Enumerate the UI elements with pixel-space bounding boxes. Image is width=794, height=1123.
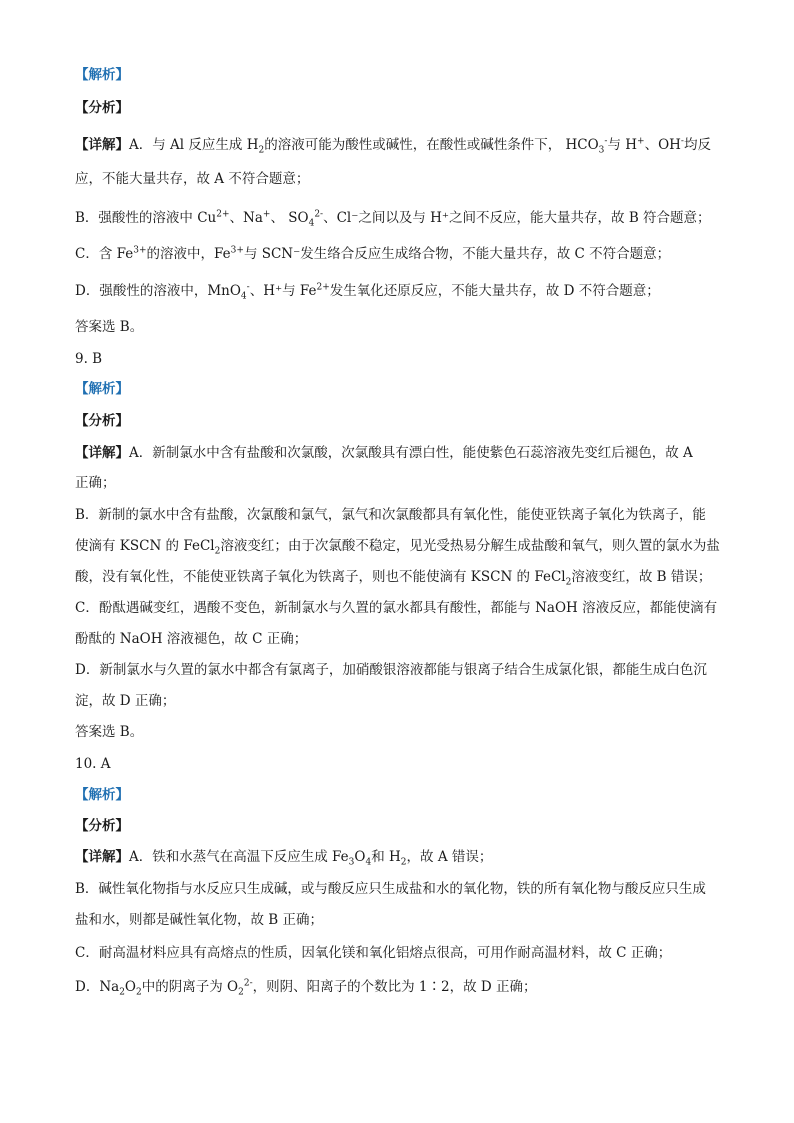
q9-answer: 答案选 B。 [75,724,144,740]
q10-detail-c: C．耐高温材料应具有高熔点的性质，因氧化镁和氧化铝熔点很高，可用作耐高温材料，故 C 正确； [75,945,672,961]
q8-detail-d: D．强酸性的溶液中，MnO$_4$-、H⁺与 $Fe^{2+}$发生氧化还原反应，不能大量共存，故 D 不符合题意； [75,282,660,302]
q10-detail-d: D．$Na_2O_2$中的阴离子为 $O_2^{2-}$，则阴、阳离子的个数比为 1∶2，故 D 正确； [75,978,537,998]
q10-jiexi-heading: 【解析】 [75,787,129,803]
q9-detail-tag: 【详解】 [75,445,129,461]
q10-peroxide-ion-formula: $O_2^{2-}$ [227,978,253,998]
q8-detail-b: B．强酸性的溶液中 $Cu^{2+}$、Na+、 $SO_4^{2-}$、Cl⁻之间以及与 H⁺之间不反应，能大量共存，故 B 符合题意； [75,209,711,229]
q10-detail-b-line2: 盐和水，则都是碱性氧化物，故 B 正确； [75,912,324,928]
q10-number: 10. A [75,756,111,772]
q9-detail-b-line2: 使滴有 KSCN 的 FeCl$_2$溶液变红；由于次氯酸不稳定，见光受热易分解生成盐酸和氧气，则久置的氯水为盐 [75,538,720,557]
q9-jiexi-heading: 【解析】 [75,381,129,397]
q9-detail-b-line3: 酸，没有氧化性，不能使亚铁离子氧化为铁离子，则也不能使滴有 KSCN 的 FeCl$_2$溶液变红，故 B 错误； [75,569,712,588]
q8-detail-c: C．含 $Fe^{3+}$的溶液中，$Fe^{3+}$与 SCN⁻发生络合反应生成络合物，不能大量共存，故 C 不符合题意； [75,245,671,262]
q9-fenxi-heading: 【分析】 [75,413,129,429]
q9-detail-c-line2: 酚酞的 NaOH 溶液褪色，故 C 正确； [75,631,308,647]
q10-detail-a: 【详解】A．铁和水蒸气在高温下反应生成 $Fe_3O_4$和 $H_2$，故 A 错误； [75,849,493,868]
q8-detail-tag: 【详解】 [75,137,129,153]
q9-detail-c-line1: C．酚酞遇碱变红，遇酸不变色，新制氯水与久置的氯水都具有酸性，都能与 NaOH 溶液反应，都能使滴有 [75,600,718,616]
q10-detail-tag: 【详解】 [75,849,129,865]
q8-mno4-formula: MnO$_4$- [207,282,250,302]
q9-number: 9. B [75,351,103,367]
q8-detail-a-line2: 应，不能大量共存，故 A 不符合题意； [75,171,310,187]
q9-detail-b-line1: B．新制的氯水中含有盐酸，次氯酸和氯气，氯气和次氯酸都具有氧化性，能使亚铁离子氧化为铁离子，能 [75,507,706,523]
q10-detail-b-line1: B．碱性氧化物指与水反应只生成碱，或与酸反应只生成盐和水的氧化物，铁的所有氧化物与酸反应只生成 [75,881,706,897]
q8-detail-a-line1: 【详解】A．与 Al 反应生成 $H_2$的溶液可能为酸性或碱性，在酸性或碱性条件下， $HCO_3^-$与 H+、OH-均反 [75,136,711,156]
q9-detail-a-line1: 【详解】A．新制氯水中含有盐酸和次氯酸，次氯酸具有漂白性，能使紫色石蕊溶液先变红后褪色，故 A [75,445,693,461]
q8-fenxi-heading: 【分析】 [75,100,129,116]
q9-detail-d-line2: 淀，故 D 正确； [75,693,176,709]
q10-fenxi-heading: 【分析】 [75,818,129,834]
q9-detail-a-line2: 正确； [75,475,116,491]
q8-hco3-formula: $HCO_3^-$ [565,136,608,156]
q9-detail-d-line1: D．新制氯水与久置的氯水中都含有氯离子，加硝酸银溶液都能与银离子结合生成氯化银，都能生成白色沉 [75,662,707,678]
q8-jiexi-heading: 【解析】 [75,67,129,83]
q8-so4-formula: $SO_4^{2-}$ [288,209,324,229]
q8-answer: 答案选 B。 [75,319,144,335]
